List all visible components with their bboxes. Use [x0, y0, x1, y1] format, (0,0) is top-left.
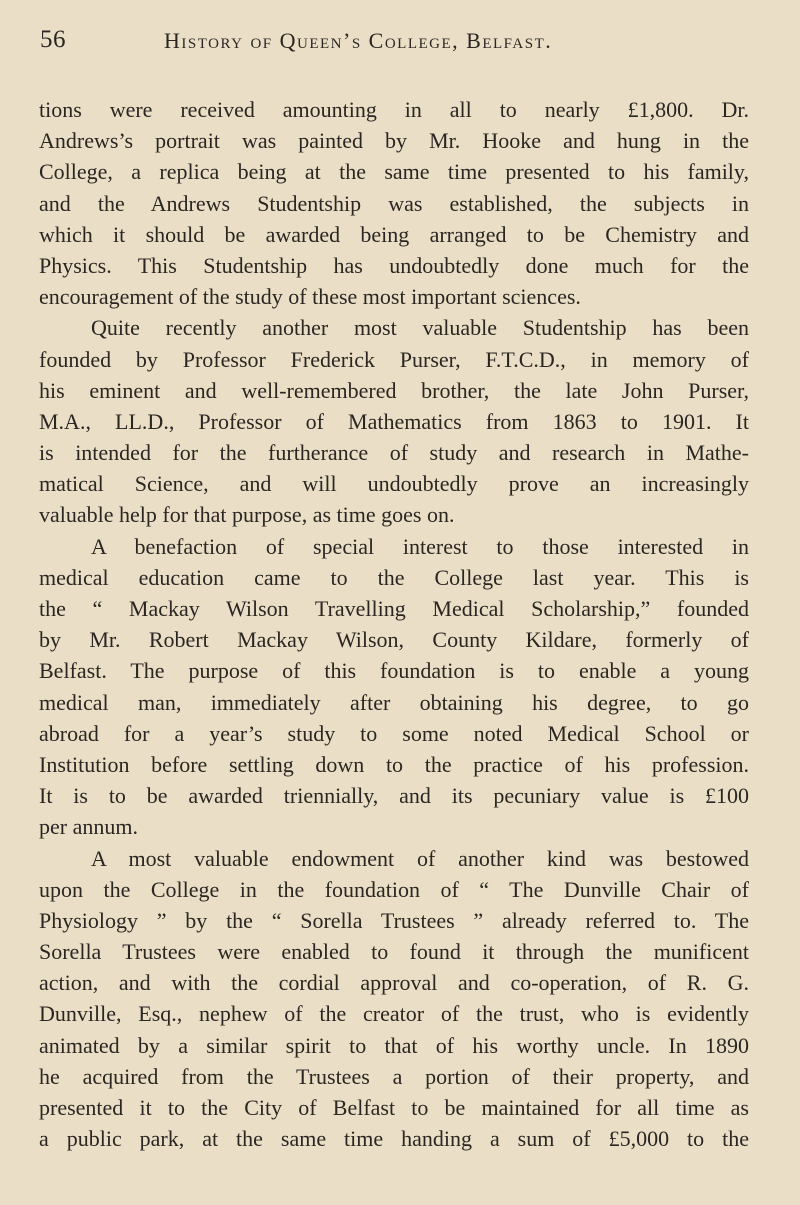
page-header — [40, 26, 755, 62]
page-number: 56 — [40, 26, 66, 53]
text-line: animated by a similar spirit to that of his worthy uncle. In 1890 — [39, 1032, 749, 1058]
text-line: a public park, at the same time handing a sum of £5,000 to the — [39, 1126, 749, 1152]
text-line: Sorella Trustees were enabled to found it through the munificent — [39, 939, 749, 965]
text-line: is intended for the furtherance of study and research in Mathe- — [39, 440, 749, 466]
text-line: medical education came to the College last year. This is — [39, 564, 749, 590]
text-line: Andrews’s portrait was painted by Mr. Hooke and hung in the — [39, 128, 749, 154]
text-line: Quite recently another most valuable Studentship has been — [91, 315, 749, 341]
text-line: It is to be awarded triennially, and its pecuniary value is £100 — [39, 783, 749, 809]
text-line: the “ Mackay Wilson Travelling Medical Scholarship,” founded — [39, 596, 749, 621]
text-line: per annum. — [39, 814, 138, 840]
running-head: History of Queen’s College, Belfast. — [164, 28, 553, 53]
text-line: Belfast. The purpose of this foundation is to enable a young — [39, 658, 749, 684]
text-line: Dunville, Esq., nephew of the creator of the trust, who is evidently — [39, 1001, 749, 1027]
body-text — [39, 94, 749, 1154]
text-line: A most valuable endowment of another kind was bestowed — [91, 845, 749, 871]
text-line: action, and with the cordial approval and co-operation, of R. G. — [39, 970, 749, 996]
text-line: and the Andrews Studentship was established, the subjects in — [39, 190, 749, 216]
text-line: abroad for a year’s study to some noted Medical School or — [39, 720, 749, 746]
text-line: presented it to the City of Belfast to be maintained for all time as — [39, 1095, 749, 1120]
text-line: valuable help for that purpose, as time goes on. — [39, 502, 455, 528]
text-line: Physiology ” by the “ Sorella Trustees ” already referred to. The — [39, 907, 749, 933]
text-line: College, a replica being at the same time presented to his family, — [39, 159, 749, 185]
text-line: A benefaction of special interest to those interested in — [91, 533, 749, 559]
text-line: Physics. This Studentship has undoubtedly done much for the — [39, 252, 749, 278]
text-line: founded by Professor Frederick Purser, F.T.C.D., in memory of — [39, 346, 749, 372]
text-line: his eminent and well-remembered brother, the late John Purser, — [39, 377, 749, 403]
text-line: matical Science, and will undoubtedly prove an increasingly — [39, 471, 749, 497]
text-line: tions were received amounting in all to nearly £1,800. Dr. — [39, 97, 749, 122]
text-line: encouragement of the study of these most important sciences. — [39, 284, 581, 310]
text-line: Institution before settling down to the practice of his profession. — [39, 751, 749, 777]
text-line: medical man, immediately after obtaining his degree, to go — [39, 689, 749, 715]
text-line: which it should be awarded being arranged to be Chemistry and — [39, 221, 749, 247]
text-line: upon the College in the foundation of “ The Dunville Chair of — [39, 876, 749, 902]
text-line: M.A., LL.D., Professor of Mathematics from 1863 to 1901. It — [39, 408, 749, 434]
text-line: by Mr. Robert Mackay Wilson, County Kildare, formerly of — [39, 627, 749, 653]
text-line: he acquired from the Trustees a portion of their property, and — [39, 1063, 749, 1089]
